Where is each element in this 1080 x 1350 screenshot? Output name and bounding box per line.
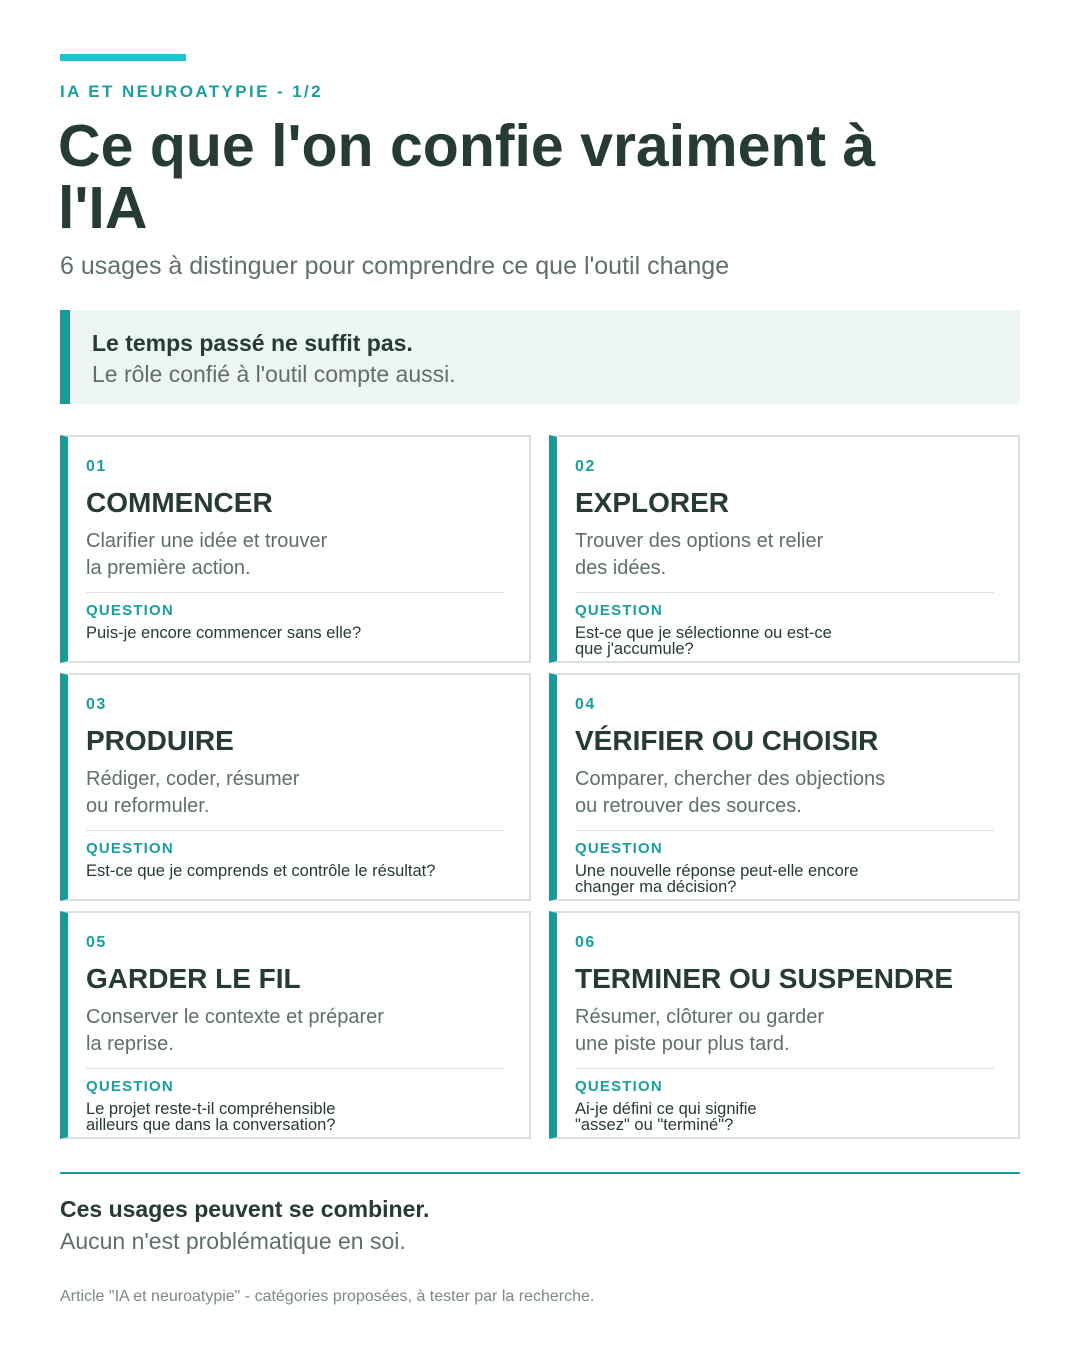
card-question: Ai-je défini ce qui signifie "assez" ou "terminé"? bbox=[575, 1100, 757, 1134]
usage-card-05 bbox=[60, 911, 531, 1139]
card-divider bbox=[575, 830, 994, 831]
usage-card-03 bbox=[60, 673, 531, 901]
card-description: Résumer, clôturer ou garder une piste pour plus tard. bbox=[575, 1006, 825, 1055]
card-question-label: QUESTION bbox=[575, 602, 663, 619]
card-description: Conserver le contexte et préparer la reprise. bbox=[86, 1006, 384, 1055]
usage-card-02 bbox=[549, 435, 1020, 663]
card-divider bbox=[86, 830, 505, 831]
card-question-label: QUESTION bbox=[86, 602, 174, 619]
card-description: Rédiger, coder, résumer ou reformuler. bbox=[86, 768, 300, 817]
card-question: Le projet reste-t-il compréhensible ailleurs que dans la conversation? bbox=[86, 1100, 336, 1134]
card-number: 05 bbox=[86, 934, 107, 951]
card-question: Une nouvelle réponse peut-elle encore changer ma décision? bbox=[575, 862, 859, 896]
callout-box bbox=[60, 310, 1020, 404]
footnote: Article "IA et neuroatypie" - catégories proposées, à tester par la recherche. bbox=[60, 1288, 595, 1305]
card-title: GARDER LE FIL bbox=[86, 963, 301, 994]
card-question: Est-ce que je comprends et contrôle le résultat? bbox=[86, 862, 436, 880]
callout-strong: Le temps passé ne suffit pas. bbox=[92, 330, 413, 356]
card-question-label: QUESTION bbox=[86, 1078, 174, 1095]
card-title: EXPLORER bbox=[575, 487, 730, 518]
card-divider bbox=[575, 1068, 994, 1069]
card-question-label: QUESTION bbox=[575, 1078, 663, 1095]
closing-strong: Ces usages peuvent se combiner. bbox=[60, 1196, 430, 1222]
page-subtitle: 6 usages à distinguer pour comprendre ce que l'outil change bbox=[60, 252, 730, 280]
card-number: 01 bbox=[86, 458, 107, 475]
accent-bar bbox=[60, 54, 186, 61]
section-divider bbox=[60, 1172, 1020, 1174]
page-title: Ce que l'on confie vraiment à l'IA bbox=[58, 113, 876, 241]
card-title: VÉRIFIER OU CHOISIR bbox=[575, 725, 879, 756]
card-divider bbox=[575, 592, 994, 593]
card-description: Clarifier une idée et trouver la première action. bbox=[86, 530, 328, 579]
card-number: 02 bbox=[575, 458, 596, 475]
card-description: Comparer, chercher des objections ou retrouver des sources. bbox=[575, 768, 886, 817]
card-number: 04 bbox=[575, 696, 596, 713]
card-divider bbox=[86, 1068, 505, 1069]
card-question: Puis-je encore commencer sans elle? bbox=[86, 624, 362, 642]
card-title: COMMENCER bbox=[86, 487, 273, 518]
card-title: TERMINER OU SUSPENDRE bbox=[575, 963, 954, 994]
usage-card-06 bbox=[549, 911, 1020, 1139]
card-question-label: QUESTION bbox=[575, 840, 663, 857]
callout-text: Le rôle confié à l'outil compte aussi. bbox=[92, 361, 456, 387]
card-title: PRODUIRE bbox=[86, 725, 234, 756]
card-number: 03 bbox=[86, 696, 107, 713]
kicker: IA ET NEUROATYPIE - 1/2 bbox=[60, 82, 324, 101]
card-description: Trouver des options et relier des idées. bbox=[575, 530, 824, 579]
closing-text: Aucun n'est problématique en soi. bbox=[60, 1228, 406, 1254]
card-divider bbox=[86, 592, 505, 593]
card-question: Est-ce que je sélectionne ou est-ce que j'accumule? bbox=[575, 624, 832, 658]
usage-card-01 bbox=[60, 435, 531, 663]
usage-card-04 bbox=[549, 673, 1020, 901]
card-number: 06 bbox=[575, 934, 596, 951]
card-question-label: QUESTION bbox=[86, 840, 174, 857]
